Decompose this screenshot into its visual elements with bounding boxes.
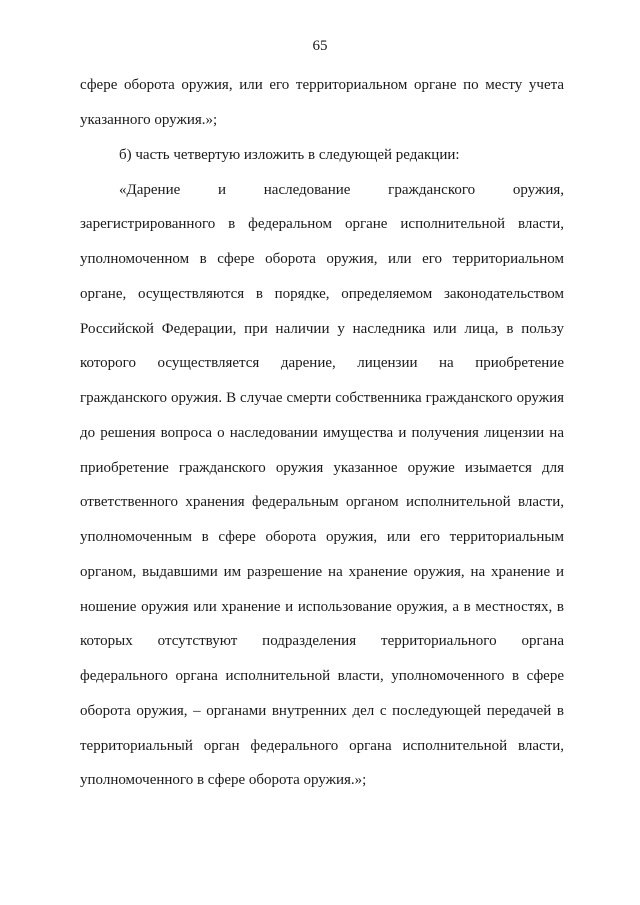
text-line: Российской Федерации, при наличии у наследника или лица, в пользу bbox=[80, 321, 564, 337]
text-line: ответственного хранения федеральным органом исполнительной власти, bbox=[80, 494, 564, 510]
text-line: органом, выдавшими им разрешение на хранение оружия, на хранение и bbox=[80, 564, 564, 580]
text-line: зарегистрированного в федеральном органе исполнительной власти, bbox=[80, 216, 564, 232]
text-line: территориальный орган федерального органа исполнительной власти, bbox=[80, 738, 564, 754]
text-line: сфере оборота оружия, или его территориальном органе по месту учета bbox=[80, 77, 564, 93]
text-line: федерального органа исполнительной власти, уполномоченного в сфере bbox=[80, 668, 564, 684]
text-line: оборота оружия, – органами внутренних дел с последующей передачей в bbox=[80, 703, 564, 719]
text-line: ношение оружия или хранение и использование оружия, а в местностях, в bbox=[80, 599, 564, 615]
text-line: уполномоченном в сфере оборота оружия, или его территориальном bbox=[80, 251, 564, 267]
text-line: которого осуществляется дарение, лицензии на приобретение bbox=[80, 355, 564, 371]
text-line: уполномоченным в сфере оборота оружия, или его территориальным bbox=[80, 529, 564, 545]
text-line: приобретение гражданского оружия указанное оружие изымается для bbox=[80, 460, 564, 476]
page-number: 65 bbox=[312, 38, 328, 54]
text-line: до решения вопроса о наследовании имущества и получения лицензии на bbox=[80, 425, 564, 441]
text-line: указанного оружия.»; bbox=[80, 112, 218, 128]
text-line: «Дарение и наследование гражданского оружия, bbox=[119, 182, 564, 198]
text-line: б) часть четвертую изложить в следующей редакции: bbox=[119, 147, 460, 163]
text-line: гражданского оружия. В случае смерти собственника гражданского оружия bbox=[80, 390, 564, 406]
text-line: которых отсутствуют подразделения территориального органа bbox=[80, 633, 564, 649]
text-line: органе, осуществляются в порядке, определяемом законодательством bbox=[80, 286, 564, 302]
text-line: уполномоченного в сфере оборота оружия.»; bbox=[80, 772, 367, 788]
